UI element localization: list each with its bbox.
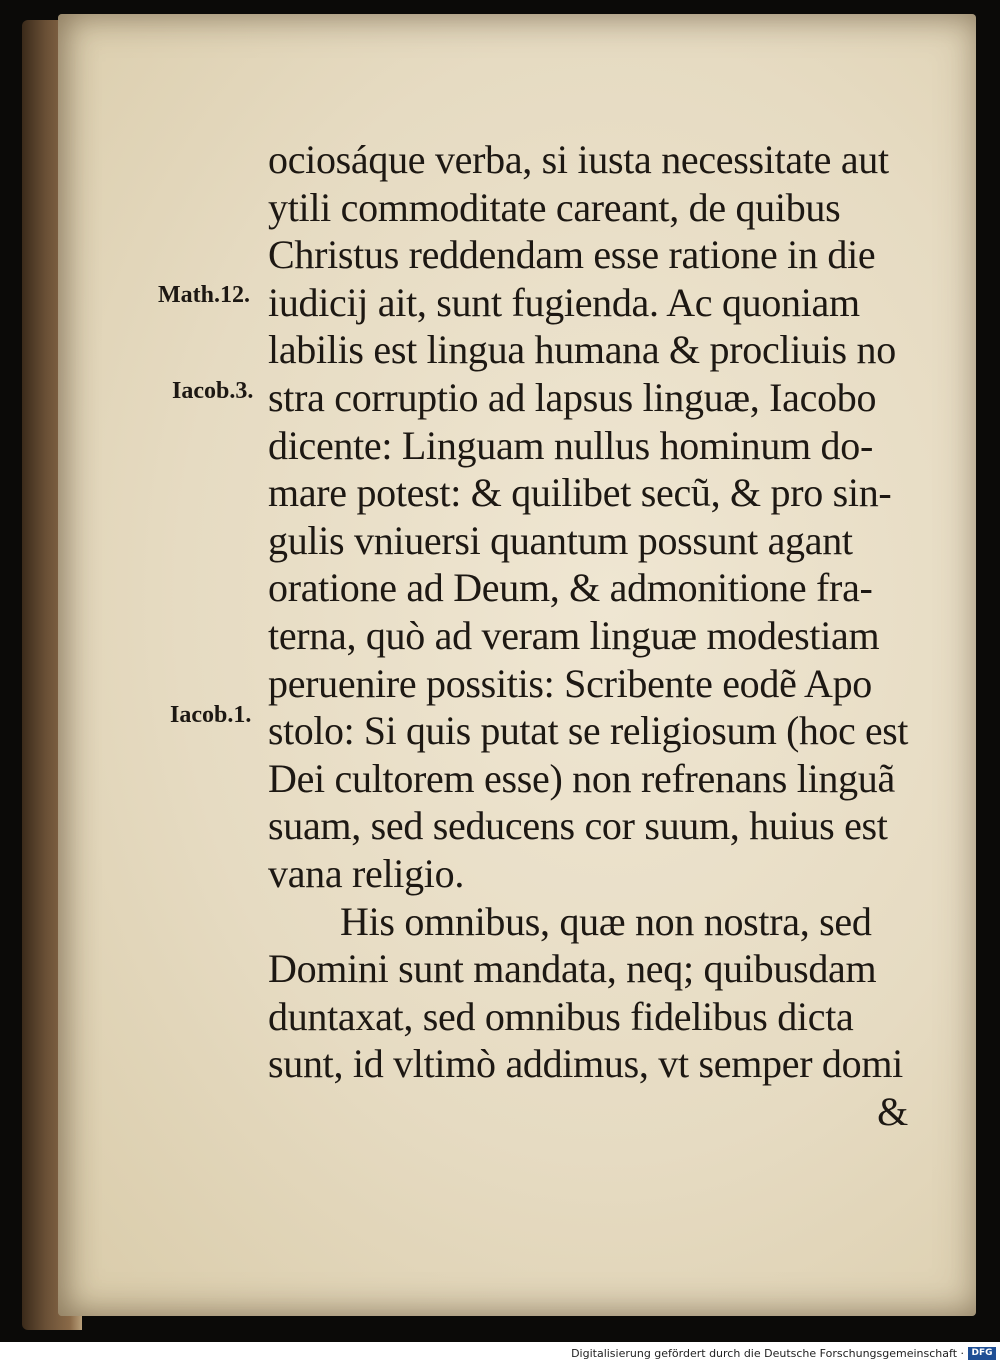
text-line: duntaxat, sed omnibus fidelibus dicta	[268, 993, 854, 1039]
dfg-logo: DFG	[968, 1347, 996, 1360]
text-line: stolo: Si quis putat se religiosum (hoc est	[268, 708, 909, 754]
text-line: mare potest: & quilibet secũ, & pro sin-	[268, 470, 892, 516]
catchword: &	[877, 1088, 908, 1134]
text-line: vana religio.	[268, 850, 465, 896]
margin-note: Math.12.	[158, 282, 250, 308]
text-line: suam, sed seducens cor suum, huius est	[268, 803, 888, 849]
margin-note: Iacob.1.	[170, 702, 252, 728]
text-line: gulis vniuersi quantum possunt agant	[268, 517, 853, 563]
text-line: dicente: Linguam nullus hominum do-	[268, 422, 873, 468]
margin-note: Iacob.3.	[172, 378, 254, 404]
text-line: sunt, id vltimò addimus, vt semper domi	[268, 1041, 903, 1087]
page-text	[268, 136, 908, 1135]
text-line: iudicij ait, sunt fugienda. Ac quoniam	[268, 279, 860, 325]
text-line: ytili commoditate careant, de quibus	[268, 184, 841, 230]
text-line: peruenire possitis: Scribente eodẽ Apo	[268, 660, 873, 706]
footer-credit: Digitalisierung gefördert durch die Deutsche Forschungsgemeinschaft ·	[571, 1347, 964, 1360]
text-line: Christus reddendam esse ratione in die	[268, 232, 876, 278]
text-line: labilis est lingua humana & procliuis no	[268, 327, 896, 373]
text-line: oratione ad Deum, & admonitione fra-	[268, 565, 873, 611]
text-line: terna, quò ad veram linguæ modestiam	[268, 612, 880, 658]
text-line: ociosáque verba, si iusta necessitate aut	[268, 137, 889, 182]
text-line: Dei cultorem esse) non refrenans linguã	[268, 755, 895, 801]
text-line: stra corruptio ad lapsus linguæ, Iacobo	[268, 374, 877, 420]
text-line: Domini sunt mandata, neq; quibusdam	[268, 946, 877, 992]
text-line: His omnibus, quæ non nostra, sed	[340, 898, 872, 944]
